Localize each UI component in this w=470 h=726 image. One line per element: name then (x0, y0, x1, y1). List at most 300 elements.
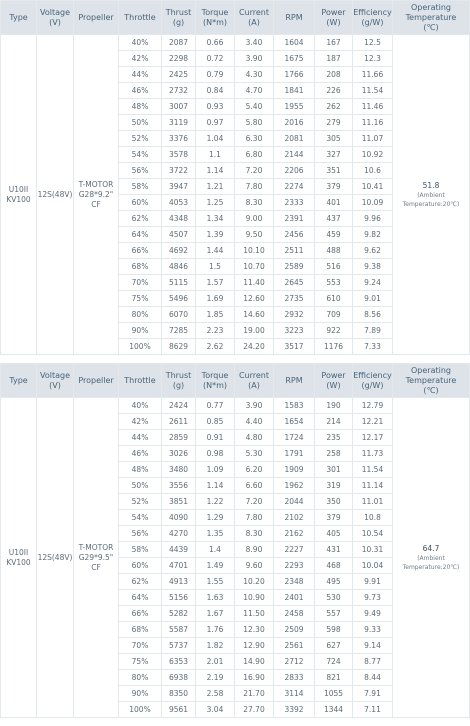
thrust-cell: 5282 (162, 606, 196, 622)
current-cell: 5.80 (235, 115, 274, 131)
rpm-cell: 1909 (274, 462, 315, 478)
rpm-cell: 2044 (274, 494, 315, 510)
power-cell: 821 (315, 670, 353, 686)
thrust-cell: 2732 (162, 83, 196, 99)
efficiency-cell: 9.62 (353, 243, 393, 259)
operating-temperature-cell (393, 398, 470, 718)
power-cell: 279 (315, 115, 353, 131)
current-cell: 8.90 (235, 542, 274, 558)
current-cell: 6.30 (235, 131, 274, 147)
col-header-rpm: RPM (274, 364, 315, 398)
thrust-cell: 9561 (162, 702, 196, 718)
torque-cell: 0.91 (196, 430, 235, 446)
throttle-cell: 46% (119, 446, 162, 462)
efficiency-cell: 9.73 (353, 590, 393, 606)
current-cell: 8.30 (235, 195, 274, 211)
throttle-cell: 56% (119, 163, 162, 179)
col-header-current: Current (A) (235, 364, 274, 398)
rpm-cell: 2274 (274, 179, 315, 195)
rpm-cell: 1791 (274, 446, 315, 462)
efficiency-cell: 9.49 (353, 606, 393, 622)
rpm-cell: 2712 (274, 654, 315, 670)
col-header-throttle: Throttle (119, 1, 162, 35)
col-header-torque: Torque (N*m) (196, 364, 235, 398)
thrust-cell: 2424 (162, 398, 196, 414)
torque-cell: 0.93 (196, 99, 235, 115)
throttle-cell: 44% (119, 67, 162, 83)
power-cell: 468 (315, 558, 353, 574)
torque-cell: 1.4 (196, 542, 235, 558)
thrust-cell: 3556 (162, 478, 196, 494)
thrust-cell: 4053 (162, 195, 196, 211)
rpm-cell: 2932 (274, 307, 315, 323)
col-header-throttle: Throttle (119, 364, 162, 398)
rpm-cell: 2509 (274, 622, 315, 638)
torque-cell: 1.44 (196, 243, 235, 259)
thrust-cell: 6070 (162, 307, 196, 323)
torque-cell: 1.67 (196, 606, 235, 622)
thrust-cell: 4846 (162, 259, 196, 275)
torque-cell: 1.14 (196, 163, 235, 179)
col-header-rpm: RPM (274, 1, 315, 35)
throttle-cell: 50% (119, 478, 162, 494)
current-cell: 10.20 (235, 574, 274, 590)
throttle-cell: 68% (119, 622, 162, 638)
throttle-cell: 58% (119, 179, 162, 195)
rpm-cell: 2561 (274, 638, 315, 654)
current-cell: 10.10 (235, 243, 274, 259)
thrust-cell: 5737 (162, 638, 196, 654)
power-cell: 401 (315, 195, 353, 211)
efficiency-cell: 11.01 (353, 494, 393, 510)
power-cell: 235 (315, 430, 353, 446)
current-cell: 19.00 (235, 323, 274, 339)
efficiency-cell: 10.54 (353, 526, 393, 542)
current-cell: 12.60 (235, 291, 274, 307)
current-cell: 11.50 (235, 606, 274, 622)
thrust-cell: 4913 (162, 574, 196, 590)
thrust-cell: 4692 (162, 243, 196, 259)
throttle-cell: 42% (119, 51, 162, 67)
table-row (1, 398, 470, 414)
torque-cell: 1.1 (196, 147, 235, 163)
thrust-cell: 4348 (162, 211, 196, 227)
throttle-cell: 100% (119, 339, 162, 355)
rpm-cell: 2333 (274, 195, 315, 211)
rpm-cell: 2456 (274, 227, 315, 243)
torque-cell: 0.66 (196, 35, 235, 51)
torque-cell: 1.49 (196, 558, 235, 574)
efficiency-cell: 11.16 (353, 115, 393, 131)
throttle-cell: 54% (119, 510, 162, 526)
current-cell: 9.60 (235, 558, 274, 574)
rpm-cell: 1654 (274, 414, 315, 430)
efficiency-cell: 7.91 (353, 686, 393, 702)
power-cell: 610 (315, 291, 353, 307)
power-cell: 226 (315, 83, 353, 99)
efficiency-cell: 9.01 (353, 291, 393, 307)
efficiency-cell: 9.38 (353, 259, 393, 275)
power-cell: 709 (315, 307, 353, 323)
header-row (1, 364, 470, 398)
thrust-cell: 3480 (162, 462, 196, 478)
power-cell: 405 (315, 526, 353, 542)
thrust-cell: 2425 (162, 67, 196, 83)
torque-cell: 1.5 (196, 259, 235, 275)
efficiency-cell: 12.3 (353, 51, 393, 67)
thrust-cell: 5587 (162, 622, 196, 638)
throttle-cell: 62% (119, 574, 162, 590)
torque-cell: 2.01 (196, 654, 235, 670)
torque-cell: 1.35 (196, 526, 235, 542)
rpm-cell: 1962 (274, 478, 315, 494)
current-cell: 10.90 (235, 590, 274, 606)
throttle-cell: 64% (119, 590, 162, 606)
ambient-temperature-note: (Ambient Temperature:20℃) (402, 191, 460, 208)
efficiency-cell: 10.04 (353, 558, 393, 574)
rpm-cell: 1766 (274, 67, 315, 83)
torque-cell: 0.72 (196, 51, 235, 67)
efficiency-cell: 8.56 (353, 307, 393, 323)
throttle-cell: 44% (119, 430, 162, 446)
thrust-cell: 4439 (162, 542, 196, 558)
col-header-thrust: Thrust (g) (162, 1, 196, 35)
efficiency-cell: 10.41 (353, 179, 393, 195)
power-cell: 1344 (315, 702, 353, 718)
rpm-cell: 2144 (274, 147, 315, 163)
throttle-cell: 60% (119, 195, 162, 211)
rpm-cell: 1955 (274, 99, 315, 115)
current-cell: 9.00 (235, 211, 274, 227)
temperature-value: 51.8 (422, 180, 440, 190)
operating-temperature-cell (393, 35, 470, 355)
power-cell: 351 (315, 163, 353, 179)
current-cell: 21.70 (235, 686, 274, 702)
power-cell: 1055 (315, 686, 353, 702)
rpm-cell: 2102 (274, 510, 315, 526)
power-cell: 431 (315, 542, 353, 558)
throttle-cell: 58% (119, 542, 162, 558)
current-cell: 7.20 (235, 494, 274, 510)
efficiency-cell: 11.54 (353, 83, 393, 99)
rpm-cell: 2833 (274, 670, 315, 686)
rpm-cell: 1724 (274, 430, 315, 446)
efficiency-cell: 11.66 (353, 67, 393, 83)
power-cell: 598 (315, 622, 353, 638)
power-cell: 530 (315, 590, 353, 606)
thrust-cell: 5156 (162, 590, 196, 606)
throttle-cell: 48% (119, 99, 162, 115)
col-header-operating-temperature: Operating Temperature (℃) (393, 1, 470, 35)
current-cell: 3.40 (235, 35, 274, 51)
current-cell: 4.30 (235, 67, 274, 83)
col-header-type: Type (1, 364, 37, 398)
rpm-cell: 2206 (274, 163, 315, 179)
rpm-cell: 2293 (274, 558, 315, 574)
rpm-cell: 2645 (274, 275, 315, 291)
power-cell: 553 (315, 275, 353, 291)
current-cell: 14.60 (235, 307, 274, 323)
voltage-value: 12S(48V) (37, 35, 74, 355)
thrust-cell: 4701 (162, 558, 196, 574)
current-cell: 7.80 (235, 179, 274, 195)
torque-cell: 1.82 (196, 638, 235, 654)
throttle-cell: 66% (119, 243, 162, 259)
current-cell: 5.30 (235, 446, 274, 462)
throttle-cell: 68% (119, 259, 162, 275)
propeller-value: T-MOTOR G29*9.5" CF (74, 398, 119, 718)
throttle-cell: 56% (119, 526, 162, 542)
power-cell: 190 (315, 398, 353, 414)
torque-cell: 2.23 (196, 323, 235, 339)
throttle-cell: 52% (119, 494, 162, 510)
torque-cell: 1.69 (196, 291, 235, 307)
current-cell: 4.70 (235, 83, 274, 99)
torque-cell: 0.84 (196, 83, 235, 99)
ambient-temperature-note: (Ambient Temperature:20℃) (402, 554, 460, 571)
efficiency-cell: 11.14 (353, 478, 393, 494)
efficiency-cell: 9.33 (353, 622, 393, 638)
current-cell: 14.90 (235, 654, 274, 670)
current-cell: 12.30 (235, 622, 274, 638)
throttle-cell: 100% (119, 702, 162, 718)
col-header-voltage: Voltage (V) (37, 364, 74, 398)
rpm-cell: 2081 (274, 131, 315, 147)
rpm-cell: 3392 (274, 702, 315, 718)
current-cell: 16.90 (235, 670, 274, 686)
col-header-thrust: Thrust (g) (162, 364, 196, 398)
current-cell: 12.90 (235, 638, 274, 654)
rpm-cell: 2401 (274, 590, 315, 606)
throttle-cell: 80% (119, 307, 162, 323)
throttle-cell: 75% (119, 654, 162, 670)
torque-cell: 1.09 (196, 462, 235, 478)
power-cell: 379 (315, 510, 353, 526)
current-cell: 11.40 (235, 275, 274, 291)
efficiency-cell: 12.21 (353, 414, 393, 430)
torque-cell: 0.97 (196, 115, 235, 131)
efficiency-cell: 7.11 (353, 702, 393, 718)
thrust-cell: 3007 (162, 99, 196, 115)
thrust-cell: 4090 (162, 510, 196, 526)
current-cell: 27.70 (235, 702, 274, 718)
throttle-cell: 40% (119, 35, 162, 51)
current-cell: 6.20 (235, 462, 274, 478)
thrust-cell: 3376 (162, 131, 196, 147)
rpm-cell: 3517 (274, 339, 315, 355)
power-cell: 301 (315, 462, 353, 478)
throttle-cell: 80% (119, 670, 162, 686)
throttle-cell: 50% (119, 115, 162, 131)
power-cell: 187 (315, 51, 353, 67)
thrust-cell: 3119 (162, 115, 196, 131)
thrust-cell: 8629 (162, 339, 196, 355)
thrust-cell: 3026 (162, 446, 196, 462)
throttle-cell: 70% (119, 638, 162, 654)
torque-cell: 1.57 (196, 275, 235, 291)
col-header-type: Type (1, 1, 37, 35)
torque-cell: 0.77 (196, 398, 235, 414)
efficiency-cell: 12.5 (353, 35, 393, 51)
power-cell: 495 (315, 574, 353, 590)
rpm-cell: 2589 (274, 259, 315, 275)
thrust-cell: 7285 (162, 323, 196, 339)
thrust-cell: 2087 (162, 35, 196, 51)
col-header-power: Power (W) (315, 364, 353, 398)
current-cell: 5.40 (235, 99, 274, 115)
rpm-cell: 1841 (274, 83, 315, 99)
power-cell: 305 (315, 131, 353, 147)
throttle-cell: 42% (119, 414, 162, 430)
rpm-cell: 2227 (274, 542, 315, 558)
thrust-cell: 3947 (162, 179, 196, 195)
power-cell: 214 (315, 414, 353, 430)
current-cell: 4.40 (235, 414, 274, 430)
throttle-cell: 64% (119, 227, 162, 243)
power-cell: 557 (315, 606, 353, 622)
torque-cell: 0.85 (196, 414, 235, 430)
power-cell: 167 (315, 35, 353, 51)
torque-cell: 2.62 (196, 339, 235, 355)
spec-table-g28 (0, 0, 470, 355)
current-cell: 3.90 (235, 51, 274, 67)
col-header-efficiency: Efficiency (g/W) (353, 364, 393, 398)
motor-type: U10II KV100 (1, 35, 37, 355)
throttle-cell: 70% (119, 275, 162, 291)
thrust-cell: 3851 (162, 494, 196, 510)
torque-cell: 1.22 (196, 494, 235, 510)
col-header-propeller: Propeller (74, 1, 119, 35)
rpm-cell: 1604 (274, 35, 315, 51)
thrust-cell: 5115 (162, 275, 196, 291)
rpm-cell: 2458 (274, 606, 315, 622)
thrust-cell: 4270 (162, 526, 196, 542)
spec-table-g29 (0, 363, 470, 718)
rpm-cell: 2391 (274, 211, 315, 227)
throttle-cell: 90% (119, 686, 162, 702)
throttle-cell: 40% (119, 398, 162, 414)
table-row (1, 35, 470, 51)
power-cell: 459 (315, 227, 353, 243)
efficiency-cell: 10.09 (353, 195, 393, 211)
torque-cell: 0.98 (196, 446, 235, 462)
voltage-value: 12S(48V) (37, 398, 74, 718)
col-header-efficiency: Efficiency (g/W) (353, 1, 393, 35)
throttle-cell: 54% (119, 147, 162, 163)
current-cell: 6.60 (235, 478, 274, 494)
efficiency-cell: 7.89 (353, 323, 393, 339)
torque-cell: 1.55 (196, 574, 235, 590)
torque-cell: 1.21 (196, 179, 235, 195)
thrust-cell: 3578 (162, 147, 196, 163)
torque-cell: 2.19 (196, 670, 235, 686)
efficiency-cell: 10.31 (353, 542, 393, 558)
power-cell: 922 (315, 323, 353, 339)
torque-cell: 1.63 (196, 590, 235, 606)
col-header-current: Current (A) (235, 1, 274, 35)
col-header-operating-temperature: Operating Temperature (℃) (393, 364, 470, 398)
efficiency-cell: 9.24 (353, 275, 393, 291)
thrust-cell: 6938 (162, 670, 196, 686)
col-header-power: Power (W) (315, 1, 353, 35)
torque-cell: 1.76 (196, 622, 235, 638)
torque-cell: 1.04 (196, 131, 235, 147)
efficiency-cell: 12.79 (353, 398, 393, 414)
throttle-cell: 52% (119, 131, 162, 147)
current-cell: 8.30 (235, 526, 274, 542)
thrust-cell: 4507 (162, 227, 196, 243)
torque-cell: 3.04 (196, 702, 235, 718)
motor-type: U10II KV100 (1, 398, 37, 718)
current-cell: 4.80 (235, 430, 274, 446)
throttle-cell: 62% (119, 211, 162, 227)
thrust-cell: 5496 (162, 291, 196, 307)
thrust-cell: 8350 (162, 686, 196, 702)
torque-cell: 1.25 (196, 195, 235, 211)
efficiency-cell: 8.44 (353, 670, 393, 686)
thrust-cell: 6353 (162, 654, 196, 670)
rpm-cell: 1675 (274, 51, 315, 67)
col-header-voltage: Voltage (V) (37, 1, 74, 35)
efficiency-cell: 9.91 (353, 574, 393, 590)
torque-cell: 2.58 (196, 686, 235, 702)
efficiency-cell: 12.17 (353, 430, 393, 446)
efficiency-cell: 11.46 (353, 99, 393, 115)
current-cell: 7.80 (235, 510, 274, 526)
current-cell: 7.20 (235, 163, 274, 179)
torque-cell: 1.14 (196, 478, 235, 494)
col-header-propeller: Propeller (74, 364, 119, 398)
rpm-cell: 2735 (274, 291, 315, 307)
throttle-cell: 66% (119, 606, 162, 622)
propeller-value: T-MOTOR G28*9.2" CF (74, 35, 119, 355)
rpm-cell: 3223 (274, 323, 315, 339)
power-cell: 327 (315, 147, 353, 163)
header-row (1, 1, 470, 35)
current-cell: 10.70 (235, 259, 274, 275)
efficiency-cell: 8.77 (353, 654, 393, 670)
rpm-cell: 2511 (274, 243, 315, 259)
col-header-torque: Torque (N*m) (196, 1, 235, 35)
rpm-cell: 2348 (274, 574, 315, 590)
rpm-cell: 1583 (274, 398, 315, 414)
throttle-cell: 90% (119, 323, 162, 339)
efficiency-cell: 9.96 (353, 211, 393, 227)
power-cell: 350 (315, 494, 353, 510)
torque-cell: 0.79 (196, 67, 235, 83)
efficiency-cell: 7.33 (353, 339, 393, 355)
efficiency-cell: 10.92 (353, 147, 393, 163)
thrust-cell: 3722 (162, 163, 196, 179)
throttle-cell: 48% (119, 462, 162, 478)
power-cell: 516 (315, 259, 353, 275)
thrust-cell: 2859 (162, 430, 196, 446)
torque-cell: 1.85 (196, 307, 235, 323)
throttle-cell: 75% (119, 291, 162, 307)
rpm-cell: 2162 (274, 526, 315, 542)
torque-cell: 1.34 (196, 211, 235, 227)
power-cell: 627 (315, 638, 353, 654)
power-cell: 258 (315, 446, 353, 462)
efficiency-cell: 9.82 (353, 227, 393, 243)
power-cell: 488 (315, 243, 353, 259)
power-cell: 1176 (315, 339, 353, 355)
efficiency-cell: 11.07 (353, 131, 393, 147)
thrust-cell: 2298 (162, 51, 196, 67)
power-cell: 437 (315, 211, 353, 227)
power-cell: 262 (315, 99, 353, 115)
power-cell: 379 (315, 179, 353, 195)
